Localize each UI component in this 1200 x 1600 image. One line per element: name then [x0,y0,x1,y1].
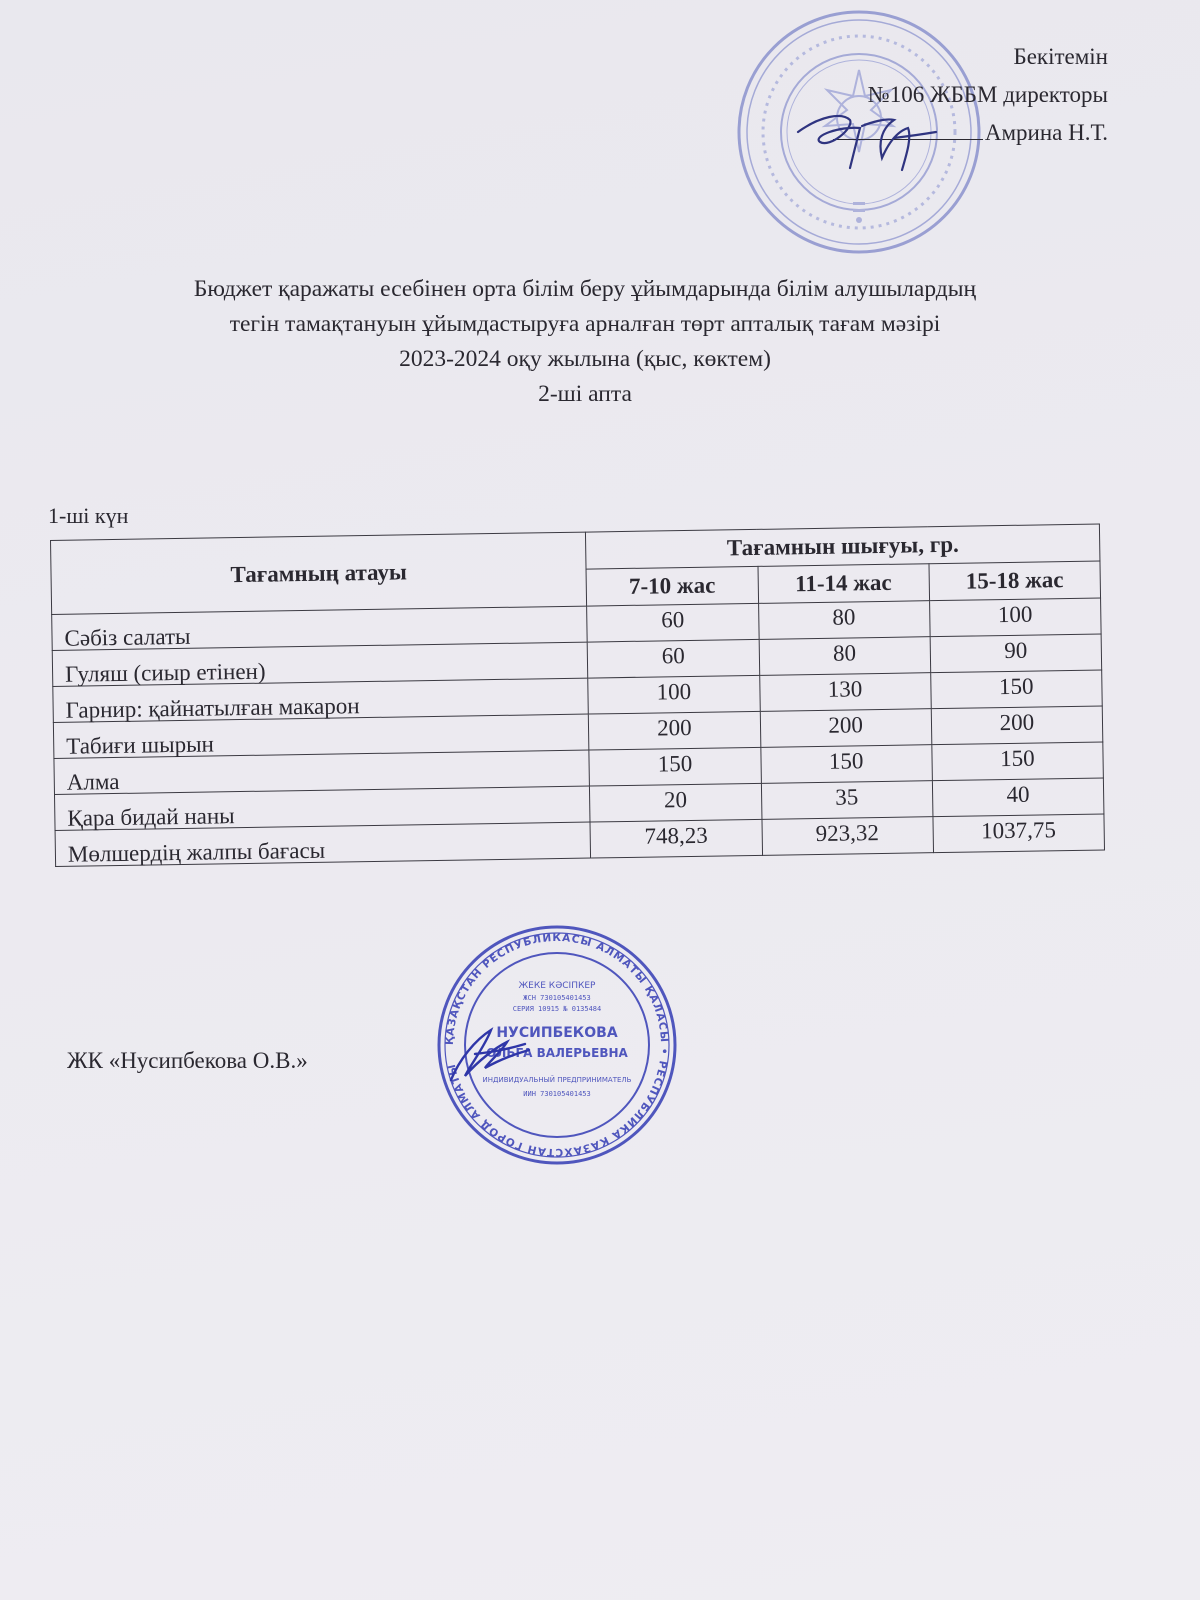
svg-text:ЖСН 730105401453: ЖСН 730105401453 [523,994,591,1002]
dish-name: Гуляш (сиыр етінен) [52,642,588,686]
portion-value: 20 [590,783,762,822]
dish-name: Алма [54,750,590,794]
portion-value: 60 [587,639,759,678]
title-line-3: 2023-2024 оқу жылына (қыс, көктем) [399,346,771,372]
portion-value: 200 [760,709,932,748]
dish-name: Гарнир: қайнатылған макарон [53,678,589,722]
svg-text:СЕРИЯ 10915 № 0135484: СЕРИЯ 10915 № 0135484 [512,1005,602,1013]
portion-value: 200 [931,706,1103,745]
age-group-header: 11-14 жас [758,564,930,604]
dish-name: Қара бидай наны [54,786,590,830]
stamp-inner-bottom: ИНДИВИДУАЛЬНЫЙ ПРЕДПРИНИМАТЕЛЬ [482,1076,632,1084]
title-line-4: 2-ші апта [538,381,632,407]
portion-value: 150 [760,745,932,784]
age-group-header: 15-18 жас [929,561,1101,601]
total-cost-value: 1037,75 [933,814,1105,853]
menu-table [50,524,1105,867]
dish-name-header: Тағамның атауы [51,532,587,614]
stamp-name-line-1: НУСИПБЕКОВА [496,1025,618,1041]
stamp-inner-top: ЖЕКЕ КӘСІПКЕР [518,981,596,991]
portion-value: 60 [587,603,759,642]
total-cost-label: Мөлшердің жалпы бағасы [55,822,591,866]
portion-value: 130 [759,673,931,712]
approval-position: №106 ЖББМ директоры [867,82,1108,107]
portion-value: 40 [932,778,1104,817]
portion-value: 80 [758,601,930,640]
portion-value: 150 [930,670,1102,709]
total-cost-value: 748,23 [590,819,762,858]
stamp-name-line-2: ОЛЬГА ВАЛЕРЬЕВНА [486,1046,628,1060]
dish-name: Сәбіз салаты [52,606,588,650]
portion-value: 80 [759,637,931,676]
approval-title: Бекітемін [1013,44,1108,69]
entrepreneur-signature [445,1010,535,1090]
director-name: Амрина Н.Т. [984,120,1108,145]
title-line-2: тегін тамақтануын ұйымдастыруға арналған төрт апталық тағам мәзірі [229,311,941,337]
portion-value: 150 [589,747,761,786]
portion-value: 200 [589,711,761,750]
day-label: 1-ші күн [48,503,129,528]
title-line-1: Бюджет қаражаты есебінен орта білім беру ұйымдарында білім алушылардың [193,276,977,302]
entrepreneur-name: ЖК «Нусипбекова О.В.» [67,1048,308,1073]
portion-value: 35 [761,781,933,820]
svg-text:ИИН 730105401453: ИИН 730105401453 [523,1090,591,1098]
portion-value: 90 [930,634,1102,673]
age-group-header: 7-10 жас [586,566,758,606]
portion-value: 100 [588,675,760,714]
output-header: Тағамнын шығуы, гр. [586,524,1100,569]
menu-title [30,272,1140,412]
total-cost-value: 923,32 [761,817,933,856]
portion-value: 100 [929,598,1101,637]
portion-value: 150 [932,742,1104,781]
dish-name: Табиғи шырын [53,714,589,758]
stamp-ring-text: ҚАЗАҚСТАН РЕСПУБЛИКАСЫ АЛМАТЫ ҚАЛАСЫ • РЕСПУБЛИКА КАЗАХСТАН ГОРОД АЛМАТЫ [443,931,671,1159]
director-signature [790,98,940,178]
